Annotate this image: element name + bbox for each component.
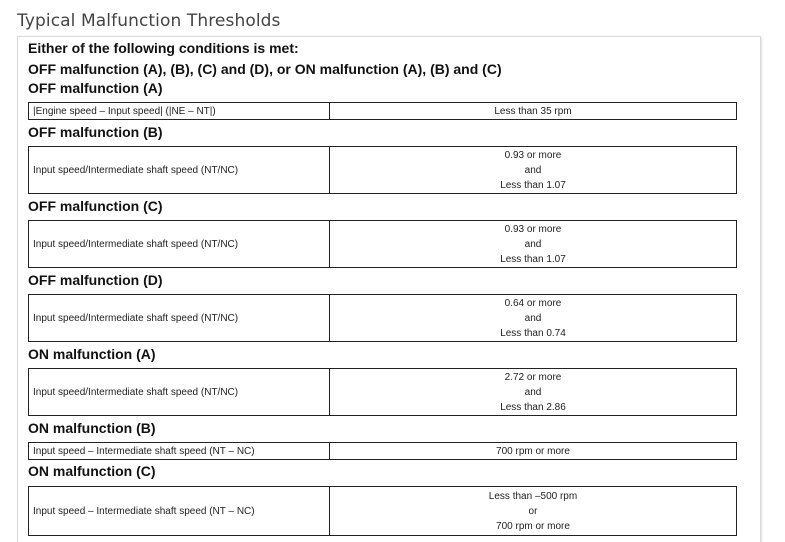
value-line: and	[524, 238, 542, 250]
value-line: 0.93 or more	[504, 223, 562, 235]
intro-line-2: OFF malfunction (A), (B), (C) and (D), or ON malfunction (A), (B) and (C)	[28, 61, 502, 77]
parameter-cell: Input speed/Intermediate shaft speed (NT/NC)	[29, 221, 330, 268]
value-line: and	[524, 312, 542, 324]
value-line: Less than 1.07	[500, 179, 566, 191]
value-line: 0.64 or more	[504, 297, 562, 309]
value-cell	[330, 103, 737, 120]
value-line: 0.93 or more	[504, 149, 562, 161]
value-line: or	[528, 505, 538, 517]
value-line: Less than 35 rpm	[494, 105, 572, 117]
section-heading-off-a: OFF malfunction (A)	[28, 80, 163, 96]
table-row	[29, 487, 737, 536]
table-row	[29, 295, 737, 342]
parameter-cell: Input speed – Intermediate shaft speed (NT – NC)	[29, 443, 330, 460]
value-line: and	[524, 386, 542, 398]
parameter-cell: Input speed/Intermediate shaft speed (NT/NC)	[29, 369, 330, 416]
value-cell	[330, 487, 737, 536]
value-line: Less than 2.86	[500, 401, 566, 413]
value-cell	[330, 221, 737, 268]
parameter-cell: Input speed/Intermediate shaft speed (NT/NC)	[29, 295, 330, 342]
section-heading-on-b: ON malfunction (B)	[28, 420, 156, 436]
parameter-cell: Input speed – Intermediate shaft speed (NT – NC)	[29, 487, 330, 536]
section-heading-off-c: OFF malfunction (C)	[28, 198, 163, 214]
section-heading-on-c: ON malfunction (C)	[28, 463, 156, 479]
section-heading-on-a: ON malfunction (A)	[28, 346, 156, 362]
threshold-table-on-b	[28, 442, 737, 460]
table-row	[29, 443, 737, 460]
value-cell	[330, 295, 737, 342]
threshold-table-on-a	[28, 368, 737, 416]
value-cell	[330, 443, 737, 460]
value-line: Less than 0.74	[500, 327, 566, 339]
threshold-table-off-b	[28, 146, 737, 194]
intro-line-1: Either of the following conditions is met:	[28, 40, 299, 56]
value-line: Less than 1.07	[500, 253, 566, 265]
value-line: 700 rpm or more	[496, 445, 570, 457]
value-line: 700 rpm or more	[496, 520, 570, 532]
threshold-table-off-c	[28, 220, 737, 268]
value-line: 2.72 or more	[504, 371, 562, 383]
value-line: Less than –500 rpm	[488, 490, 578, 502]
parameter-cell: |Engine speed – Input speed| (|NE – NT|)	[29, 103, 330, 120]
section-heading-off-b: OFF malfunction (B)	[28, 124, 163, 140]
section-heading-off-d: OFF malfunction (D)	[28, 272, 163, 288]
threshold-table-off-d	[28, 294, 737, 342]
value-cell	[330, 369, 737, 416]
table-row	[29, 147, 737, 194]
table-row	[29, 103, 737, 120]
threshold-table-on-c	[28, 486, 737, 536]
parameter-cell: Input speed/Intermediate shaft speed (NT/NC)	[29, 147, 330, 194]
value-cell	[330, 147, 737, 194]
value-line: and	[524, 164, 542, 176]
table-row	[29, 221, 737, 268]
threshold-table-off-a	[28, 102, 737, 120]
table-row	[29, 369, 737, 416]
page-title: Typical Malfunction Thresholds	[17, 11, 281, 31]
